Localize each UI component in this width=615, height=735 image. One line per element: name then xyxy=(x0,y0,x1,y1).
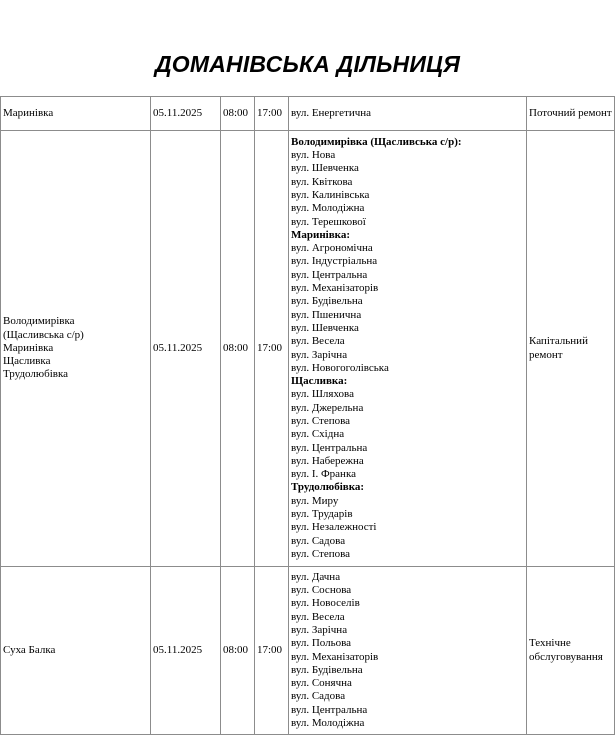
street-name: вул. Новоселів xyxy=(291,597,360,610)
street-name: вул. І. Франка xyxy=(291,468,357,481)
date-cell: 05.11.2025 xyxy=(151,97,221,131)
table-row xyxy=(1,97,615,131)
settlement-cell xyxy=(1,567,151,735)
street-name: вул. Шевченка xyxy=(291,321,359,334)
settlement-name: Володимирівка xyxy=(3,315,75,328)
street-name: вул. Весела xyxy=(291,610,345,623)
street-name: вул. Зарічна xyxy=(291,623,348,636)
street-name: вул. Польова xyxy=(291,637,352,650)
start-time-cell: 08:00 xyxy=(221,131,255,567)
street-name: вул. Соснова xyxy=(291,584,352,597)
start-time-cell: 08:00 xyxy=(221,97,255,131)
settlement-name: Щасливка xyxy=(3,355,51,368)
page-title: ДОМАНІВСЬКА ДІЛЬНИЦЯ xyxy=(154,51,461,77)
start-time-cell: 08:00 xyxy=(221,567,255,735)
table-row xyxy=(1,567,615,735)
street-name: вул. Дачна xyxy=(291,570,341,583)
date-cell: 05.11.2025 xyxy=(151,567,221,735)
settlement-cell xyxy=(1,131,151,567)
street-name: вул. Нова xyxy=(291,149,336,162)
street-name: вул. Центральна xyxy=(291,441,368,454)
street-name: вул. Агрономічна xyxy=(291,242,373,255)
street-name: вул. Калинівська xyxy=(291,188,370,201)
street-name: вул. Механізаторів xyxy=(291,650,379,663)
outage-schedule-table xyxy=(0,96,615,735)
street-name: вул. Трударів xyxy=(291,508,353,521)
settlement-name: (Щасливська с/р) xyxy=(3,328,84,341)
street-name: вул. Садова xyxy=(291,690,346,703)
street-name: вул. Пшенична xyxy=(291,308,362,321)
street-name: вул. Новогоголівська xyxy=(291,361,389,374)
street-name: вул. Степова xyxy=(291,547,351,560)
table-row xyxy=(1,131,615,567)
settlement-group-heading: Трудолюбівка: xyxy=(291,481,365,494)
settlement-group-heading: Володимирівка (Щасливська с/р): xyxy=(291,135,462,148)
settlement-name: Суха Балка xyxy=(3,643,56,656)
street-name: вул. Будівельна xyxy=(291,295,363,308)
street-name: вул. Миру xyxy=(291,494,339,507)
settlement-name: Трудолюбівка xyxy=(3,368,69,381)
street-name: вул. Квіткова xyxy=(291,175,353,188)
street-name: вул. Зарічна xyxy=(291,348,348,361)
streets-cell xyxy=(289,131,527,567)
streets-cell xyxy=(289,567,527,735)
streets-cell xyxy=(289,97,527,131)
settlement-group-heading: Щасливка: xyxy=(291,375,348,388)
end-time-cell: 17:00 xyxy=(255,97,289,131)
street-name: вул. Молодіжна xyxy=(291,716,365,729)
end-time-cell: 17:00 xyxy=(255,131,289,567)
street-name: вул. Незалежності xyxy=(291,521,377,534)
settlement-name: Маринівка xyxy=(3,106,54,119)
street-name: вул. Молодіжна xyxy=(291,202,365,215)
street-name: вул. Весела xyxy=(291,335,345,348)
street-name: вул. Шляхова xyxy=(291,388,354,401)
street-name: вул. Центральна xyxy=(291,268,368,281)
settlement-cell xyxy=(1,97,151,131)
street-name: вул. Східна xyxy=(291,428,345,441)
street-name: вул. Садова xyxy=(291,534,346,547)
street-name: вул. Степова xyxy=(291,414,351,427)
street-name: вул. Шевченка xyxy=(291,162,359,175)
street-name: вул. Будівельна xyxy=(291,663,363,676)
date-cell: 05.11.2025 xyxy=(151,131,221,567)
street-name: вул. Центральна xyxy=(291,703,368,716)
street-name: вул. Індустріальна xyxy=(291,255,378,268)
work-type-cell: Поточний ремонт xyxy=(527,97,615,131)
street-name: вул. Набережна xyxy=(291,454,364,467)
work-type-cell: Капітальний ремонт xyxy=(527,131,615,567)
end-time-cell: 17:00 xyxy=(255,567,289,735)
street-name: вул. Сонячна xyxy=(291,677,352,690)
work-type-cell: Технічне обслуговування xyxy=(527,567,615,735)
street-name: вул. Терешкової xyxy=(291,215,366,228)
settlement-name: Маринівка xyxy=(3,341,54,354)
street-name: вул. Енергетична xyxy=(291,106,372,119)
street-name: вул. Джерельна xyxy=(291,401,364,414)
settlement-group-heading: Маринівка: xyxy=(291,228,351,241)
street-name: вул. Механізаторів xyxy=(291,282,379,295)
